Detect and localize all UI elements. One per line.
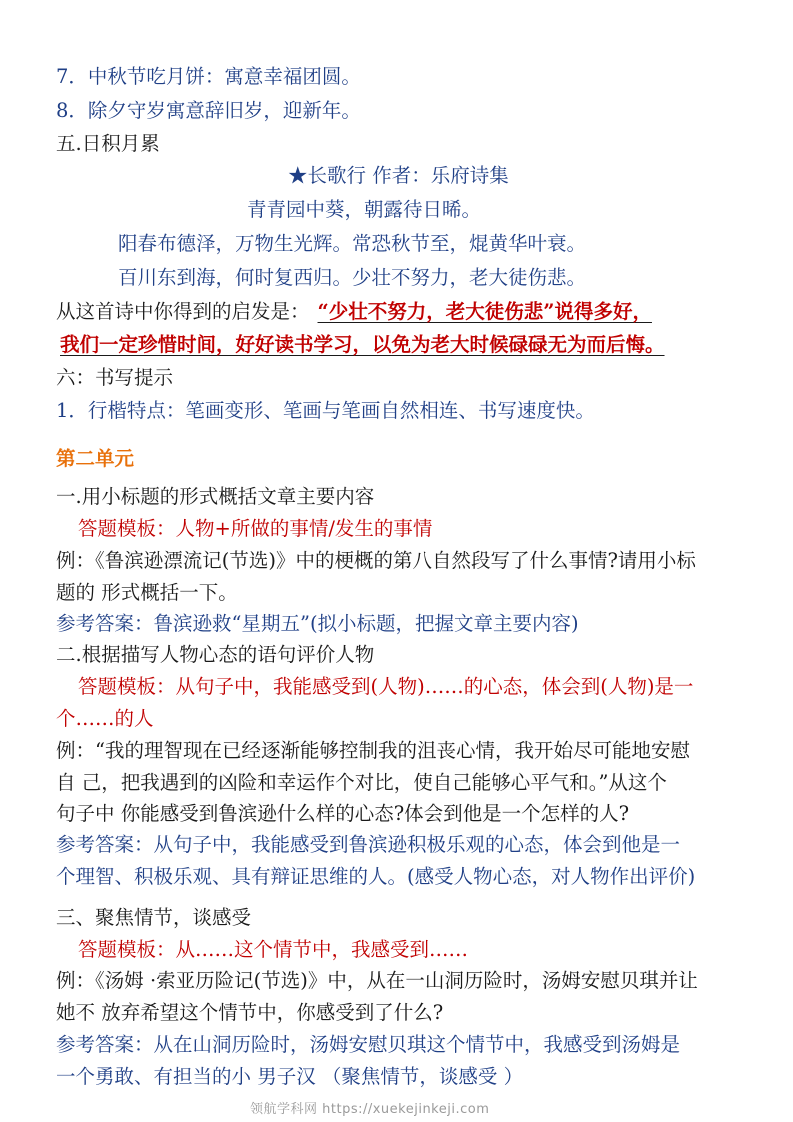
example-3-line-1: 例：《汤姆 ·索亚历险记(节选)》中，从在一山洞历险时，汤姆安慰贝琪并让 [56, 969, 698, 992]
example-3-line-2: 她不 放弃希望这个情节中，你感受到了什么? [56, 1001, 444, 1024]
writing-tip-1: 1．行楷特点：笔画变形、笔画与笔画自然相连、书写速度快。 [56, 399, 595, 422]
section-heading-6: 六：书写提示 [56, 366, 174, 389]
topic-heading-2: 二.根据描写人物心态的语句评价人物 [56, 643, 375, 666]
example-2-line-3: 句子中 你能感受到鲁滨逊什么样的心态?体会到他是一个怎样的人? [56, 802, 630, 825]
section-heading-5: 五.日积月累 [56, 132, 160, 155]
poem-line-1: 青青园中葵，朝露待日晞。 [247, 198, 482, 221]
unit-title: 第二单元 [56, 447, 135, 470]
poem-line-2: 阳春布德泽，万物生光辉。常恐秋节至，焜黄华叶衰。 [118, 232, 587, 255]
reference-answer-2-line-2: 个理智、积极乐观、具有辩证思维的人。(感受人物心态，对人物作出评价) [56, 865, 696, 888]
poem-title: ★长歌行 作者：乐府诗集 [288, 164, 509, 187]
inspiration-line [56, 298, 652, 326]
inspiration-prompt: 从这首诗中你得到的启发是： [56, 300, 310, 323]
answer-template-1: 答题模板：人物+所做的事情/发生的事情 [78, 517, 433, 540]
reference-answer-3-line-2: 一个勇敢、有担当的小 男子汉 （聚焦情节，谈感受 ） [56, 1065, 524, 1088]
list-item-8: 8．除夕守岁寓意辞旧岁，迎新年。 [56, 99, 361, 122]
answer-template-2-line-1: 答题模板：从句子中，我能感受到(人物)……的心态，体会到(人物)是一 [78, 675, 694, 698]
reference-answer-1: 参考答案：鲁滨逊救“星期五”(拟小标题，把握文章主要内容) [56, 612, 579, 635]
answer-template-3: 答题模板：从……这个情节中，我感受到…… [78, 938, 469, 961]
example-1-line-1: 例：《鲁滨逊漂流记(节选)》中的梗概的第八自然段写了什么事情?请用小标 [56, 549, 696, 572]
topic-heading-3: 三、聚焦情节，谈感受 [56, 906, 252, 929]
answer-template-2-line-2: 个……的人 [56, 707, 154, 730]
example-1-line-2: 题的 形式概括一下。 [56, 581, 238, 604]
example-2-line-2: 自 己，把我遇到的凶险和幸运作个对比，使自己能够心平气和。”从这个 [56, 771, 667, 794]
reference-answer-3-line-1: 参考答案：从在山洞历险时，汤姆安慰贝琪这个情节中，我感受到汤姆是 [56, 1033, 681, 1056]
topic-heading-1: 一.用小标题的形式概括文章主要内容 [56, 485, 375, 508]
poem-line-3: 百川东到海，何时复西归。少壮不努力，老大徒伤悲。 [118, 266, 587, 289]
reference-answer-2-line-1: 参考答案：从句子中，我能感受到鲁滨逊积极乐观的心态，体会到他是一 [56, 833, 681, 856]
inspiration-answer-1: “少壮不努力，老大徒伤悲”说得多好， [317, 300, 652, 323]
example-2-line-1: 例：“我的理智现在已经逐渐能够控制我的沮丧心情，我开始尽可能地安慰 [56, 739, 690, 762]
inspiration-answer-2: 我们一定珍惜时间，好好读书学习，以免为老大时候碌碌无为而后悔。 [60, 333, 665, 356]
list-item-7: 7．中秋节吃月饼：寓意幸福团圆。 [56, 65, 361, 88]
watermark: 领航学科网 https://xuekejinkeji.com [250, 1102, 490, 1117]
